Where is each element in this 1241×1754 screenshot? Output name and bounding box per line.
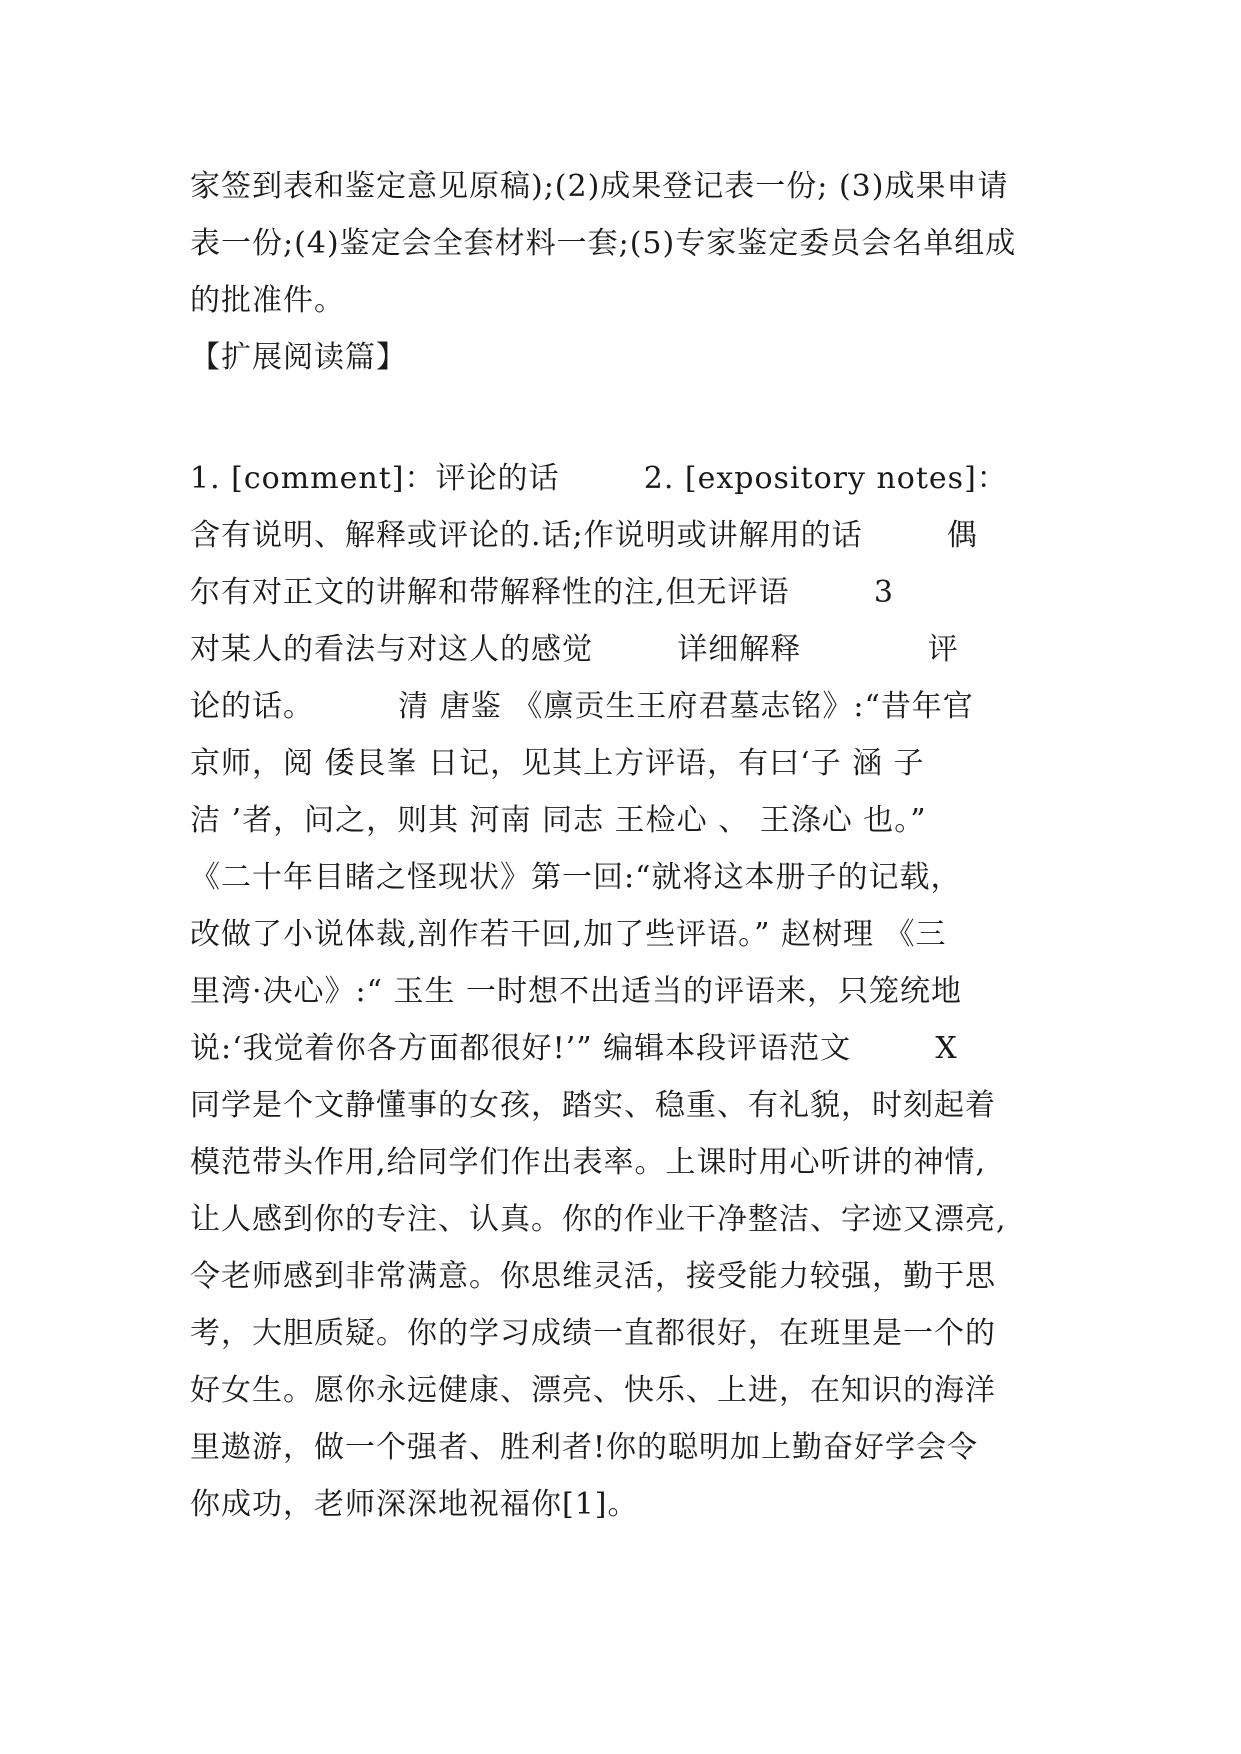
text-line-1: 家签到表和鉴定意见原稿);(2)成果登记表一份; (3)成果申请 bbox=[190, 169, 1009, 204]
text-line-5: 1. [comment]：评论的话 2. [expository notes]： bbox=[190, 461, 1008, 496]
text-line-18: 让人感到你的专注、认真。你的作业干净整洁、字迹又漂亮, bbox=[190, 1202, 1007, 1237]
text-line-14: 里湾·决心》:“ 玉生 一时想不出适当的评语来，只笼统地 bbox=[190, 974, 963, 1009]
text-line-17: 模范带头作用,给同学们作出表率。上课时用心听讲的神情, bbox=[190, 1145, 987, 1180]
text-line-7: 尔有对正文的讲解和带解释性的注,但无评语 3 bbox=[190, 575, 894, 610]
text-line-8: 对某人的看法与对这人的感觉 详细解释 评 bbox=[190, 632, 959, 667]
section-heading: 【扩展阅读篇】 bbox=[190, 340, 407, 375]
text-line-15: 说:‘我觉着你各方面都很好!’” 编辑本段评语范文 X bbox=[190, 1031, 958, 1066]
text-line-22: 里遨游，做一个强者、胜利者!你的聪明加上勤奋好学会令 bbox=[190, 1430, 979, 1465]
text-line-11: 洁 ’者，问之，则其 河南 同志 王检心 、 王涤心 也。” bbox=[190, 803, 927, 838]
text-line-9: 论的话。 清 唐鉴 《廪贡生王府君墓志铭》:“昔年官 bbox=[190, 689, 974, 724]
text-line-20: 考，大胆质疑。你的学习成绩一直都很好，在班里是一个的 bbox=[190, 1316, 996, 1351]
text-line-13: 改做了小说体裁,剖作若干回,加了些评语。” 赵树理 《三 bbox=[190, 917, 947, 952]
text-line-19: 令老师感到非常满意。你思维灵活，接受能力较强，勤于思 bbox=[190, 1259, 996, 1294]
text-line-6: 含有说明、解释或评论的.话;作说明或讲解用的话 偶 bbox=[190, 518, 978, 553]
text-line-10: 京师，阅 倭艮峯 日记，见其上方评语，有曰‘子 涵 子 bbox=[190, 746, 925, 781]
text-line-21: 好女生。愿你永远健康、漂亮、快乐、上进，在知识的海洋 bbox=[190, 1373, 996, 1408]
text-line-12: 《二十年目睹之怪现状》第一回:“就将这本册子的记载， bbox=[190, 860, 962, 895]
text-line-23: 你成功，老师深深地祝福你[1]。 bbox=[190, 1487, 639, 1522]
text-line-3: 的批准件。 bbox=[190, 283, 345, 318]
text-line-16: 同学是个文静懂事的女孩，踏实、稳重、有礼貌，时刻起着 bbox=[190, 1088, 996, 1123]
text-line-2: 表一份;(4)鉴定会全套材料一套;(5)专家鉴定委员会名单组成 bbox=[190, 226, 1017, 261]
